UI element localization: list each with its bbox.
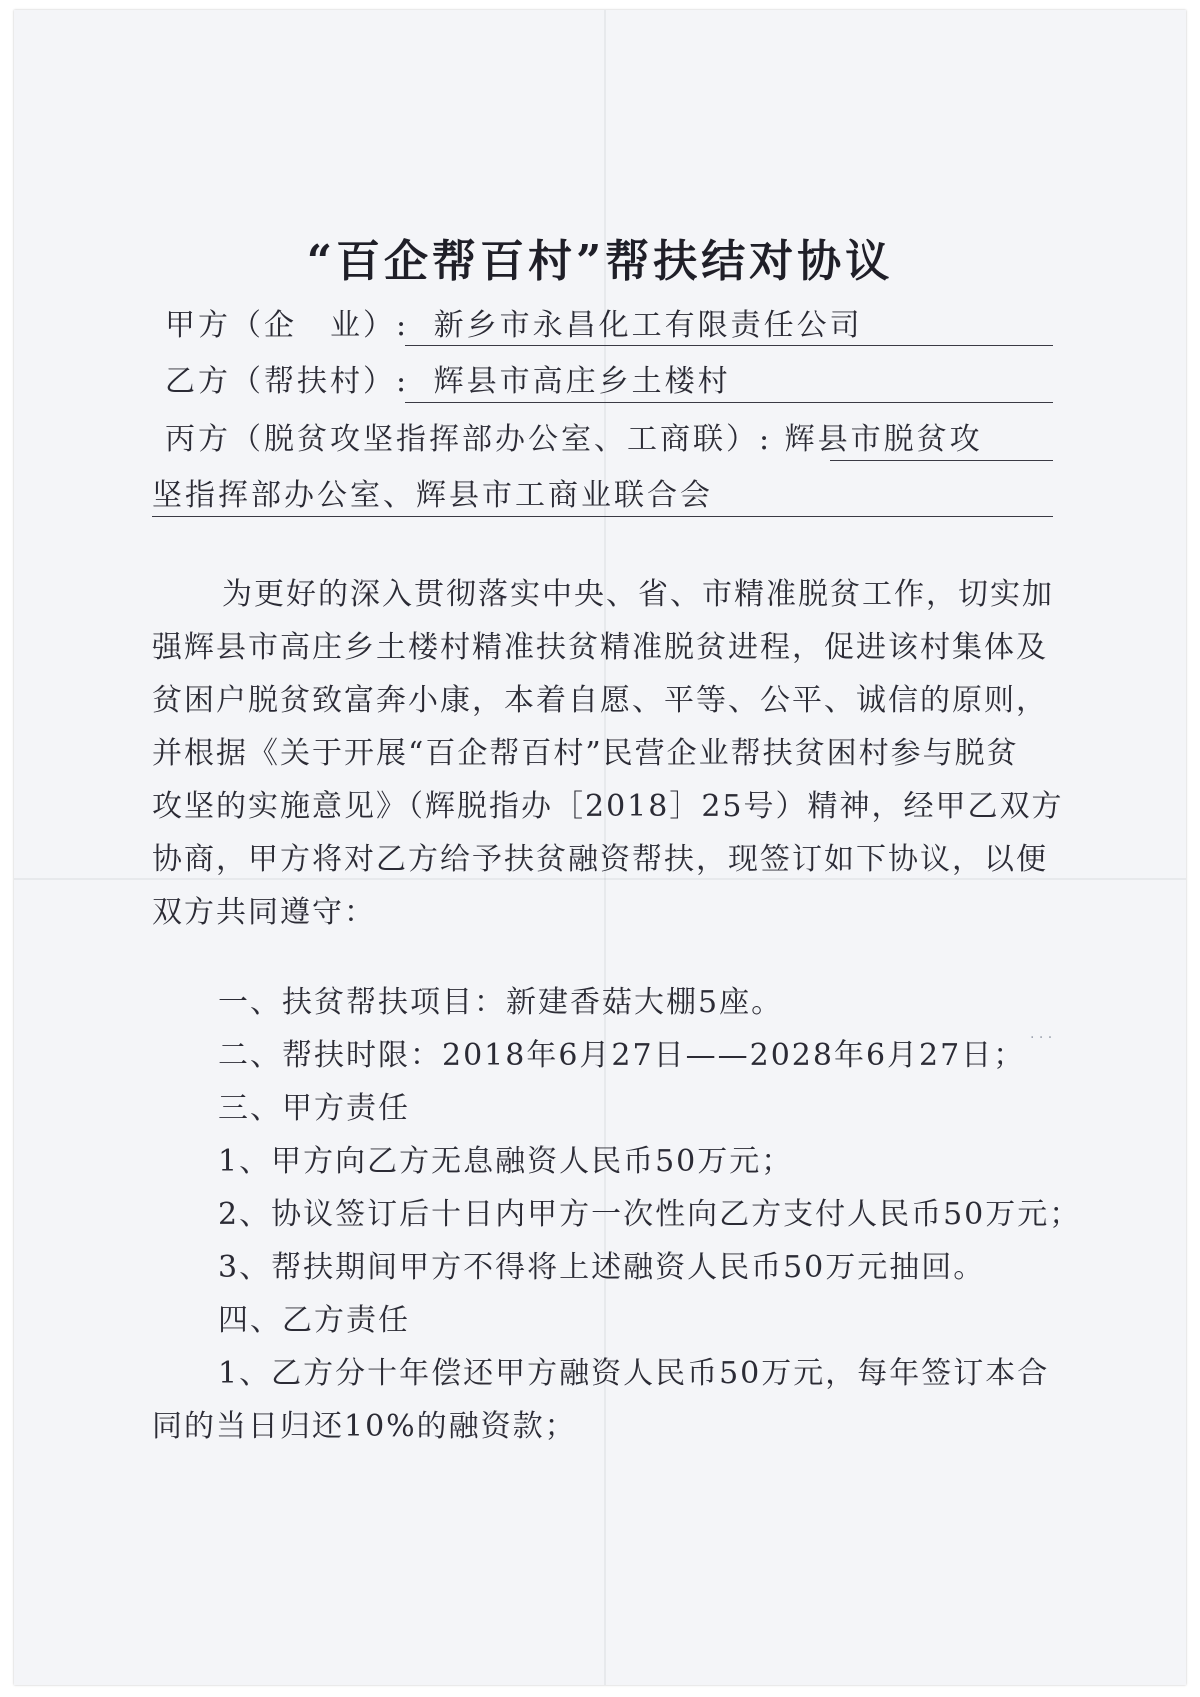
party-a-value: 新乡市永昌化工有限责任公司 — [433, 308, 863, 343]
intro-line: 并根据《关于开展“百企帮百村”民营企业帮扶贫困村参与脱贫 — [152, 736, 1019, 771]
intro-line: 双方共同遵守： — [152, 895, 376, 930]
clause-party-a-1: 1、甲方向乙方无息融资人民币50万元； — [218, 1144, 794, 1179]
clause-party-b-heading: 四、乙方责任 — [218, 1303, 410, 1338]
clause-party-b-1-line2: 同的当日归还10%的融资款； — [152, 1409, 577, 1444]
paper-speck: · · · — [1030, 1030, 1053, 1046]
party-b-label: 乙方（帮扶村）: — [165, 364, 410, 399]
intro-paragraph — [152, 568, 1064, 939]
intro-line: 协商，甲方将对乙方给予扶贫融资帮扶，现签订如下协议，以便 — [152, 842, 1048, 877]
clause-party-b-1-line1: 1、乙方分十年偿还甲方融资人民币50万元，每年签订本合 — [218, 1356, 1050, 1391]
party-c-underline-1 — [830, 460, 1053, 461]
clause-project: 一、扶贫帮扶项目：新建香菇大棚5座。 — [218, 985, 784, 1020]
clause-party-a-2: 2、协议签订后十日内甲方一次性向乙方支付人民币50万元； — [218, 1197, 1082, 1232]
clause-duration: 二、帮扶时限：2018年6月27日——2028年6月27日； — [218, 1038, 1026, 1073]
document-title: “百企帮百村”帮扶结对协议 — [306, 236, 894, 287]
intro-line: 攻坚的实施意见》（辉脱指办［2018］25号）精神，经甲乙双方 — [152, 789, 1064, 824]
party-c-continued — [152, 470, 1037, 514]
party-c — [165, 414, 1050, 458]
party-b-value: 辉县市高庄乡土楼村 — [433, 364, 731, 399]
party-a-underline — [405, 345, 1053, 346]
party-c-value-line1: 辉县市脱贫攻 — [784, 422, 983, 457]
party-c-value-line2: 坚指挥部办公室、辉县市工商业联合会 — [152, 478, 713, 513]
party-b-underline — [405, 402, 1053, 403]
party-a — [165, 300, 1050, 344]
intro-line: 为更好的深入贯彻落实中央、省、市精准脱贫工作，切实加 — [222, 577, 1054, 612]
party-c-label: 丙方（脱贫攻坚指挥部办公室、工商联）: — [165, 422, 773, 457]
clause-party-a-heading: 三、甲方责任 — [218, 1091, 410, 1126]
party-c-underline-2 — [152, 516, 1053, 517]
clause-party-a-3: 3、帮扶期间甲方不得将上述融资人民币50万元抽回。 — [218, 1250, 986, 1285]
intro-line: 贫困户脱贫致富奔小康，本着自愿、平等、公平、诚信的原则， — [152, 683, 1048, 718]
party-a-label: 甲方（企 业）: — [165, 308, 410, 343]
party-b — [165, 356, 1050, 400]
intro-line: 强辉县市高庄乡土楼村精准扶贫精准脱贫进程，促进该村集体及 — [152, 630, 1048, 665]
